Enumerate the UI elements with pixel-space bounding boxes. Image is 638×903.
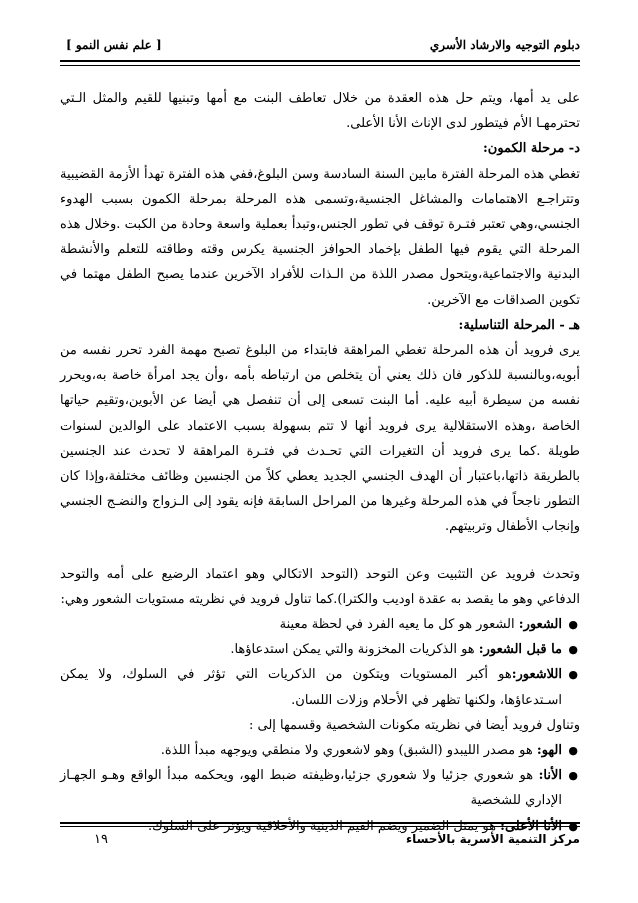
- page-body: [60, 86, 580, 839]
- footer-rule: [60, 822, 580, 824]
- term-description: هو شعوري جزئيا ولا شعوري جزئيا،وظيفته ضبط الهو، ويحكمه مبدأ الواقع وهـو الجهـاز الإداري للشخصية: [60, 768, 562, 809]
- section-heading-genital: هـ - المرحلة التناسلية:: [458, 317, 580, 333]
- term-description: هو الذكريات المخزونة والتي يمكن استدعاؤها.: [230, 642, 475, 658]
- header-rule-thin: [60, 65, 580, 66]
- term-label: الأنا:: [538, 768, 562, 784]
- bullet-icon: ●: [568, 769, 578, 783]
- term-description: هو يمثل الضمير ويضم القيم الدينية والأخلاقية ويؤثر على السلوك.: [147, 818, 496, 834]
- paragraph-components: وتناول فرويد أيضا في نظريته مكونات الشخصية وقسمها إلى :: [248, 717, 580, 733]
- paragraph-latency: تغطي هذه المرحلة الفترة مابين السنة السادسة وسن البلوغ،ففي هذه الفترة تهدأ الأزمة القضيبية وتتراجـع الاهتمامات والمشاغل الجنسية،وتسمى هذه المرحلة بمرحلة الكمون بسبب الهدوء الجنسي،وهي تعتبر فتـرة توقف في تطور الجنس،وتبدأ بعملية واسعة وحادة من الكبت .وخلال هذه المرحلة التي يقوم فيها الطفل بإخماد الحوافز الجنسية يكرس وقته وطاقته للتعلم والأنشطة البدنية والاجتماعية،ويتحول مصدر اللذة من الـذات للأفراد الآخرين عندما يصبح الطفل مهتما في تكوين الصداقات مع الآخرين.: [60, 166, 580, 308]
- footer-organization: مركز التنمية الأسرية بالأحساء: [405, 832, 580, 846]
- bullet-icon: ●: [568, 819, 578, 833]
- header-subject: [ علم نفس النمو ]: [66, 38, 162, 52]
- page-header: [60, 32, 580, 62]
- bullet-icon: ●: [568, 744, 578, 758]
- term-label: اللاشعور:: [511, 667, 562, 683]
- page-number: ١٩: [94, 832, 108, 847]
- page-footer: [60, 822, 580, 852]
- paragraph-fixation: وتحدث فرويد عن التثبيت وعن التوحد (التوحد الاتكالي وهو اعتماد الرضيع على أمه والتوحد الدفاعي وهو ما يقصد به عقدة اوديب والكترا).كما تناول فرويد في نظريته مستويات الشعور وهي:: [60, 566, 580, 607]
- footer-rule-thin: [60, 826, 580, 827]
- term-description: هو مصدر الليبدو (الشبق) وهو لاشعوري ولا منطقي ويوجهه مبدأ اللذة.: [160, 743, 533, 759]
- list-item: [60, 662, 580, 712]
- list-item: [60, 612, 580, 637]
- bullet-icon: ●: [568, 618, 578, 632]
- paragraph-intro: على يد أمها، ويتم حل هذه العقدة من خلال تعاطف البنت مع أمها وتبنيها للقيم والمثل الـتي تحترمهـا الأم فيتطور لدى الإناث الأنا الأعلى.: [60, 91, 580, 132]
- bullet-icon: ●: [568, 668, 578, 682]
- term-label: الأنا الأعلى:: [500, 818, 562, 834]
- term-label: ما قبل الشعور:: [478, 642, 562, 658]
- paragraph-genital: يرى فرويد أن هذه المرحلة تغطي المراهقة فابتداء من البلوغ تصبح مهمة الفرد تحرر نفسه من أبويه،وبالنسبة للذكور فان ذلك يعني أن يتخلص من ارتباطه بأمه ،وأن يجد امرأة خاصة به،ويحرر نفسه من سيطرة أبيه عليه. أما البنت تسعى إلى أن تنفصل هي أيضا عن الأبوين،وتقيم حياتها الخاصة ،وهذه الاستقلالية يرى فرويد أنها لا تتم بسهولة بسبب الاعتماد على الوالدين لسنوات طويلة .كما يرى فرويد أن التغيرات التي تحـدث في فتـرة المراهقة لا تحدث عند الجنسين بالطريقة ذاتها،باعتبار أن الهدف الجنسي الجديد يعطي كلاً من الجنسين وظائف مختلفة،وإذا كان التطور ناجحاً في هذه المرحلة وغيرها من المراحل السابقة فإنه يقود إلى الـزواج والنضـج الجنسي وإنجاب الأطفال وتربيتهم.: [60, 343, 580, 535]
- term-label: الهو:: [536, 743, 562, 759]
- bullet-icon: ●: [568, 643, 578, 657]
- header-rule: [60, 60, 580, 62]
- term-description: هو أكبر المستويات ويتكون من الذكريات التي تؤثر في السلوك، ولا يمكن اسـتدعاؤها، ولكنها تظهر في الأحلام وزلات اللسان.: [60, 667, 562, 708]
- spacer: [60, 540, 580, 562]
- section-heading-latency: د- مرحلة الكمون:: [482, 141, 580, 157]
- list-item: [60, 763, 580, 813]
- consciousness-levels-list: [60, 612, 580, 713]
- list-item: [60, 637, 580, 662]
- list-item: [60, 738, 580, 763]
- term-label: الشعور:: [518, 617, 562, 633]
- term-description: الشعور هو كل ما يعيه الفرد في لحظة معينة: [279, 617, 515, 633]
- header-title: دبلوم التوجيه والارشاد الأسري: [429, 38, 580, 52]
